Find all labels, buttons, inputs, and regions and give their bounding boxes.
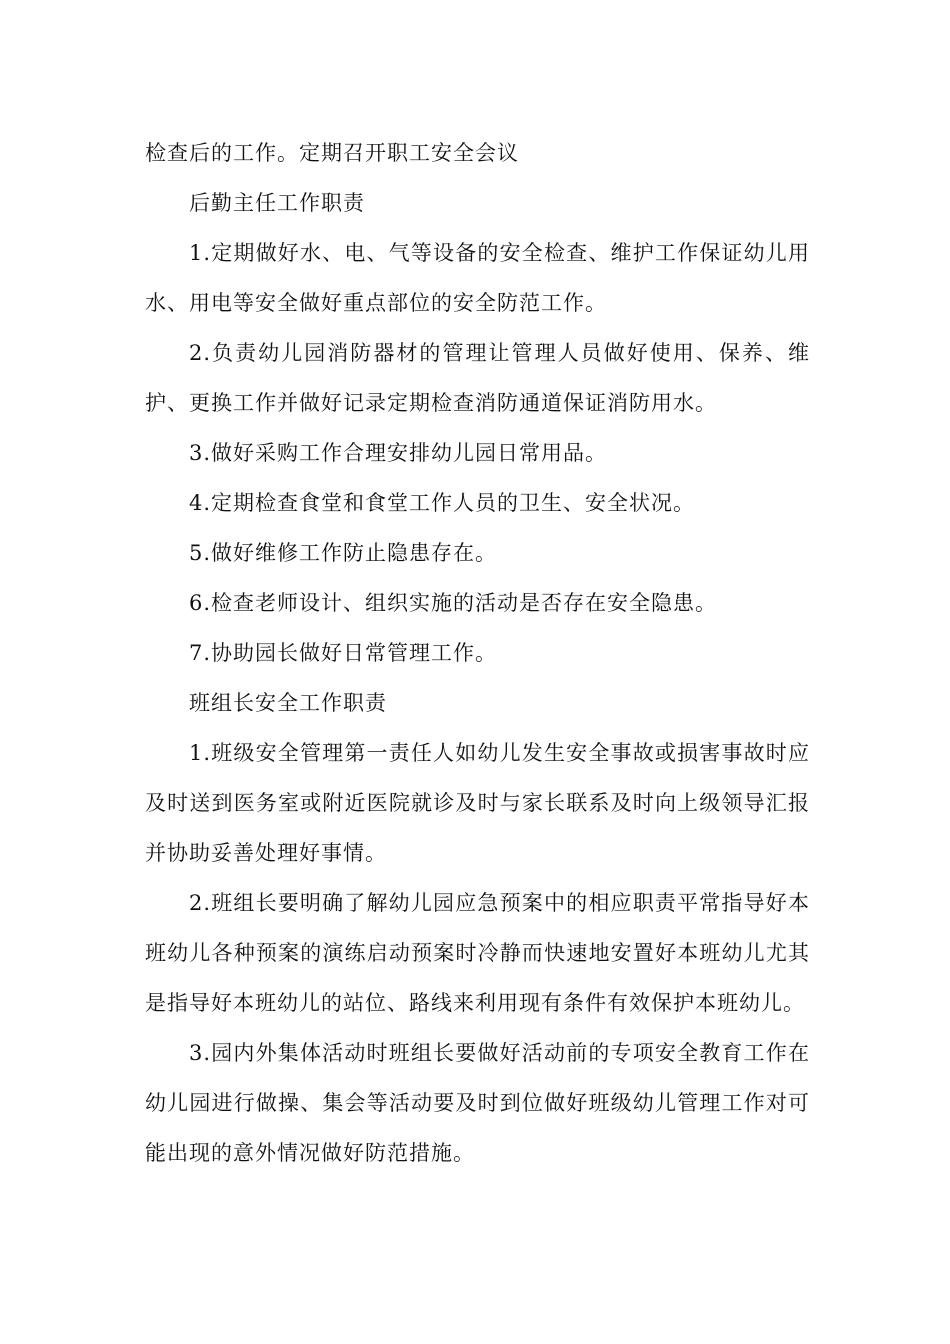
list-item: 4.定期检查食堂和食堂工作人员的卫生、安全状况。	[189, 491, 696, 515]
paragraph: 检查后的工作。定期召开职工安全会议	[145, 141, 519, 165]
list-item: 3.做好采购工作合理安排幼儿园日常用品。	[189, 441, 608, 465]
document-body	[145, 128, 810, 1178]
list-item: 3.园内外集体活动时班组长要做好活动前的专项安全教育工作在幼儿园进行做操、集会等活动要及时到位做好班级幼儿管理工作对可能出现的意外情况做好防范措施。	[145, 1041, 810, 1165]
list-item: 5.做好维修工作防止隐患存在。	[189, 541, 498, 565]
list-item: 1.定期做好水、电、气等设备的安全检查、维护工作保证幼儿用水、用电等安全做好重点部位的安全防范工作。	[145, 241, 810, 315]
list-item: 7.协助园长做好日常管理工作。	[189, 641, 498, 665]
list-item: 1.班级安全管理第一责任人如幼儿发生安全事故或损害事故时应及时送到医务室或附近医院就诊及时与家长联系及时向上级领导汇报并协助妥善处理好事情。	[145, 741, 810, 865]
list-item: 2.班组长要明确了解幼儿园应急预案中的相应职责平常指导好本班幼儿各种预案的演练启动预案时冷静而快速地安置好本班幼儿尤其是指导好本班幼儿的站位、路线来利用现有条件有效保护本班幼儿。	[145, 891, 810, 1015]
section-heading-logistics-director: 后勤主任工作职责	[189, 191, 365, 215]
list-item: 2.负责幼儿园消防器材的管理让管理人员做好使用、保养、维护、更换工作并做好记录定期检查消防通道保证消防用水。	[145, 341, 810, 415]
section-heading-team-leader: 班组长安全工作职责	[189, 691, 387, 715]
list-item: 6.检查老师设计、组织实施的活动是否存在安全隐患。	[189, 591, 718, 615]
